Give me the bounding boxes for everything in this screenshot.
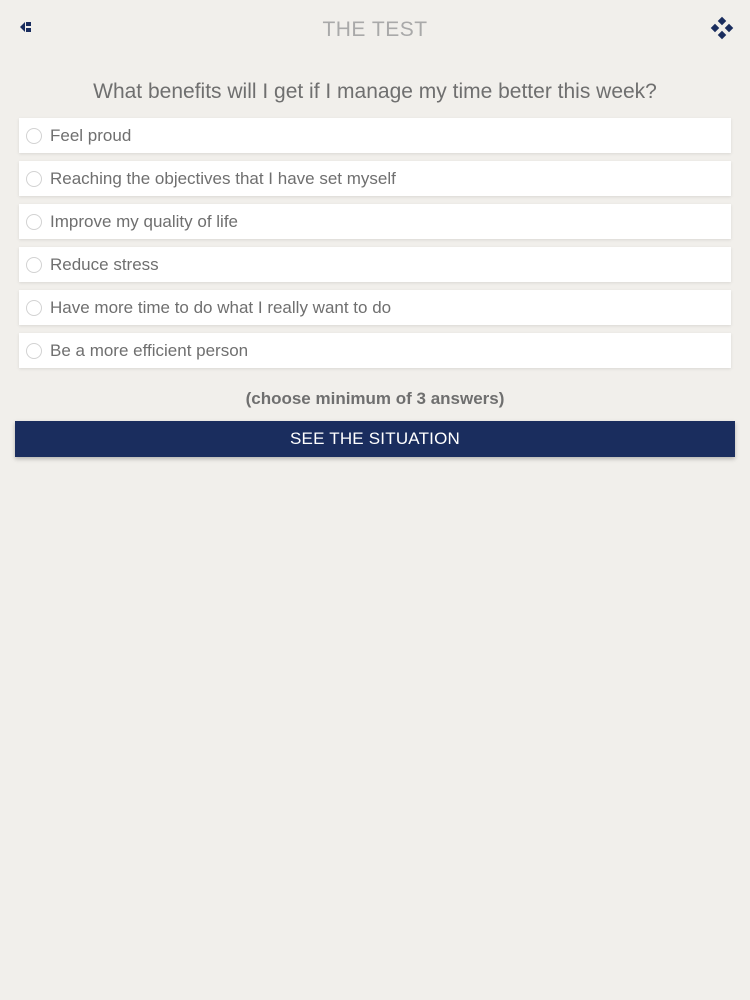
answer-option-label: Reduce stress [50,254,159,274]
answer-option-label: Feel proud [50,125,132,145]
header-bar [0,0,750,62]
menu-button[interactable] [710,16,734,40]
answer-option[interactable] [19,118,731,153]
see-situation-button[interactable]: SEE THE SITUATION [15,421,735,457]
answer-option-label: Be a more efficient person [50,340,249,360]
answer-option[interactable] [19,290,731,325]
answer-option-label: Reaching the objectives that I have set myself [50,168,396,188]
radio-button-icon[interactable] [26,171,42,187]
selection-hint: (choose minimum of 3 answers) [245,389,505,408]
answer-option[interactable] [19,247,731,282]
page-title: THE TEST [322,18,428,41]
answer-option[interactable] [19,161,731,196]
answer-option-label: Have more time to do what I really want to do [50,297,392,317]
radio-button-icon[interactable] [26,343,42,359]
answer-option[interactable] [19,204,731,239]
answer-option-label: Improve my quality of life [50,211,239,231]
radio-button-icon[interactable] [26,128,42,144]
answer-options-list [19,118,731,376]
radio-button-icon[interactable] [26,257,42,273]
question-text: What benefits will I get if I manage my time better this week? [93,80,657,103]
answer-option[interactable] [19,333,731,368]
radio-button-icon[interactable] [26,300,42,316]
diamond-menu-icon [710,16,734,40]
radio-button-icon[interactable] [26,214,42,230]
